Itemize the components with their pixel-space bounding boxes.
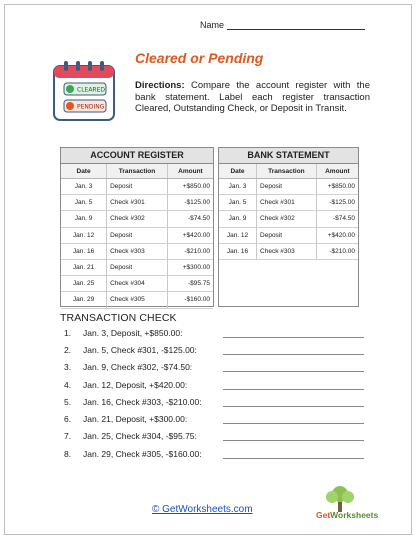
name-field-row <box>200 20 365 30</box>
item-number: 4. <box>64 379 72 390</box>
cell-amount: +$850.00 <box>167 179 213 195</box>
cell-date: Jan. 5 <box>219 195 257 211</box>
transaction-check-item <box>64 428 364 445</box>
table-row <box>61 227 213 243</box>
logo-text-get: Get <box>316 510 331 520</box>
cell-transaction: Check #303 <box>107 243 168 259</box>
account-register-title: ACCOUNT REGISTER <box>61 148 213 164</box>
cell-date: Jan. 16 <box>61 243 107 259</box>
transaction-check-title: TRANSACTION CHECK <box>60 312 177 324</box>
transaction-check-item <box>64 445 364 462</box>
item-text: Jan. 29, Check #305, -$160.00: <box>83 448 202 459</box>
table-row <box>219 179 358 195</box>
cell-transaction: Check #304 <box>107 276 168 292</box>
directions-label: Directions: <box>135 80 185 91</box>
cell-date: Jan. 9 <box>219 211 257 227</box>
answer-line[interactable] <box>223 414 364 424</box>
item-number: 2. <box>64 344 72 355</box>
cell-transaction: Deposit <box>107 259 168 275</box>
cell-date: Jan. 12 <box>219 227 257 243</box>
cell-transaction: Check #305 <box>107 292 168 308</box>
name-label: Name <box>200 20 225 30</box>
table-row <box>61 276 213 292</box>
answer-line[interactable] <box>223 362 364 372</box>
cell-amount: -$210.00 <box>316 243 358 259</box>
cell-date: Jan. 5 <box>61 195 107 211</box>
item-number: 1. <box>64 327 72 338</box>
item-text: Jan. 3, Deposit, +$850.00: <box>83 327 183 338</box>
cell-date: Jan. 3 <box>61 179 107 195</box>
item-text: Jan. 9, Check #302, -$74.50: <box>83 362 193 373</box>
cell-date: Jan. 12 <box>61 227 107 243</box>
col-header-date: Date <box>61 164 107 179</box>
cell-transaction: Deposit <box>257 227 317 243</box>
answer-line[interactable] <box>223 449 364 459</box>
item-number: 6. <box>64 414 72 425</box>
cell-amount: -$160.00 <box>167 292 213 308</box>
table-row <box>61 179 213 195</box>
table-row <box>219 227 358 243</box>
cell-transaction: Check #301 <box>257 195 317 211</box>
name-line[interactable] <box>227 20 365 30</box>
cell-amount: -$125.00 <box>316 195 358 211</box>
transaction-check-item <box>64 359 364 376</box>
cell-transaction: Check #301 <box>107 195 168 211</box>
cell-amount: -$210.00 <box>167 243 213 259</box>
item-number: 7. <box>64 431 72 442</box>
cell-transaction: Check #302 <box>107 211 168 227</box>
getworksheets-link[interactable]: © GetWorksheets.com <box>152 504 253 515</box>
cell-date: Jan. 21 <box>61 259 107 275</box>
transaction-check-list <box>64 324 364 462</box>
cell-amount: -$95.75 <box>167 276 213 292</box>
pending-tag: PENDING <box>77 103 105 111</box>
col-header-transaction: Transaction <box>257 164 317 179</box>
answer-line[interactable] <box>223 431 364 441</box>
table-row <box>61 211 213 227</box>
cell-amount: +$420.00 <box>316 227 358 243</box>
account-register-rows <box>61 179 213 309</box>
cell-date: Jan. 16 <box>219 243 257 259</box>
cell-amount: -$74.50 <box>167 211 213 227</box>
calendar-illustration <box>50 58 118 124</box>
item-text: Jan. 5, Check #301, -$125.00: <box>83 344 197 355</box>
table-row <box>219 211 358 227</box>
table-row <box>61 292 213 308</box>
item-number: 8. <box>64 448 72 459</box>
table-row <box>61 259 213 275</box>
item-text: Jan. 12, Deposit, +$420.00: <box>83 379 188 390</box>
transaction-check-item <box>64 393 364 410</box>
cell-amount: -$125.00 <box>167 195 213 211</box>
table-row <box>61 195 213 211</box>
item-text: Jan. 25, Check #304, -$95.75: <box>83 431 197 442</box>
worksheet-title: Cleared or Pending <box>135 50 264 66</box>
item-text: Jan. 16, Check #303, -$210.00: <box>83 396 202 407</box>
cell-amount: +$420.00 <box>167 227 213 243</box>
table-row <box>219 195 358 211</box>
cell-transaction: Deposit <box>257 179 317 195</box>
directions-text <box>135 80 370 115</box>
cell-amount: -$74.50 <box>316 211 358 227</box>
cell-transaction: Deposit <box>107 227 168 243</box>
item-number: 5. <box>64 396 72 407</box>
account-register-table <box>60 147 214 307</box>
col-header-amount: Amount <box>167 164 213 179</box>
cell-transaction: Deposit <box>107 179 168 195</box>
answer-line[interactable] <box>223 397 364 407</box>
logo-text-worksheets: Worksheets <box>330 510 379 520</box>
logo-text <box>316 510 378 520</box>
cell-date: Jan. 9 <box>61 211 107 227</box>
table-row <box>61 243 213 259</box>
transaction-check-item <box>64 376 364 393</box>
table-row <box>219 243 358 259</box>
transaction-check-item <box>64 410 364 427</box>
answer-line[interactable] <box>223 345 364 355</box>
cell-date: Jan. 29 <box>61 292 107 308</box>
transaction-check-item <box>64 324 364 341</box>
answer-line[interactable] <box>223 328 364 338</box>
cell-date: Jan. 3 <box>219 179 257 195</box>
col-header-date: Date <box>219 164 257 179</box>
item-number: 3. <box>64 362 72 373</box>
col-header-amount: Amount <box>316 164 358 179</box>
cell-transaction: Check #303 <box>257 243 317 259</box>
bank-statement-title: BANK STATEMENT <box>219 148 358 164</box>
answer-line[interactable] <box>223 380 364 390</box>
cleared-tag: CLEARED <box>77 86 106 94</box>
item-text: Jan. 21, Deposit, +$300.00: <box>83 414 188 425</box>
cell-date: Jan. 25 <box>61 276 107 292</box>
cell-amount: +$850.00 <box>316 179 358 195</box>
bank-statement-table <box>218 147 359 307</box>
cell-transaction: Check #302 <box>257 211 317 227</box>
transaction-check-item <box>64 341 364 358</box>
directions-body: Compare the account register with the bank statement. Label each register transaction Cleared, Outstanding Check, or Deposit in Transit. <box>135 80 370 115</box>
cell-amount: +$300.00 <box>167 259 213 275</box>
col-header-transaction: Transaction <box>107 164 168 179</box>
bank-statement-rows <box>219 179 358 260</box>
